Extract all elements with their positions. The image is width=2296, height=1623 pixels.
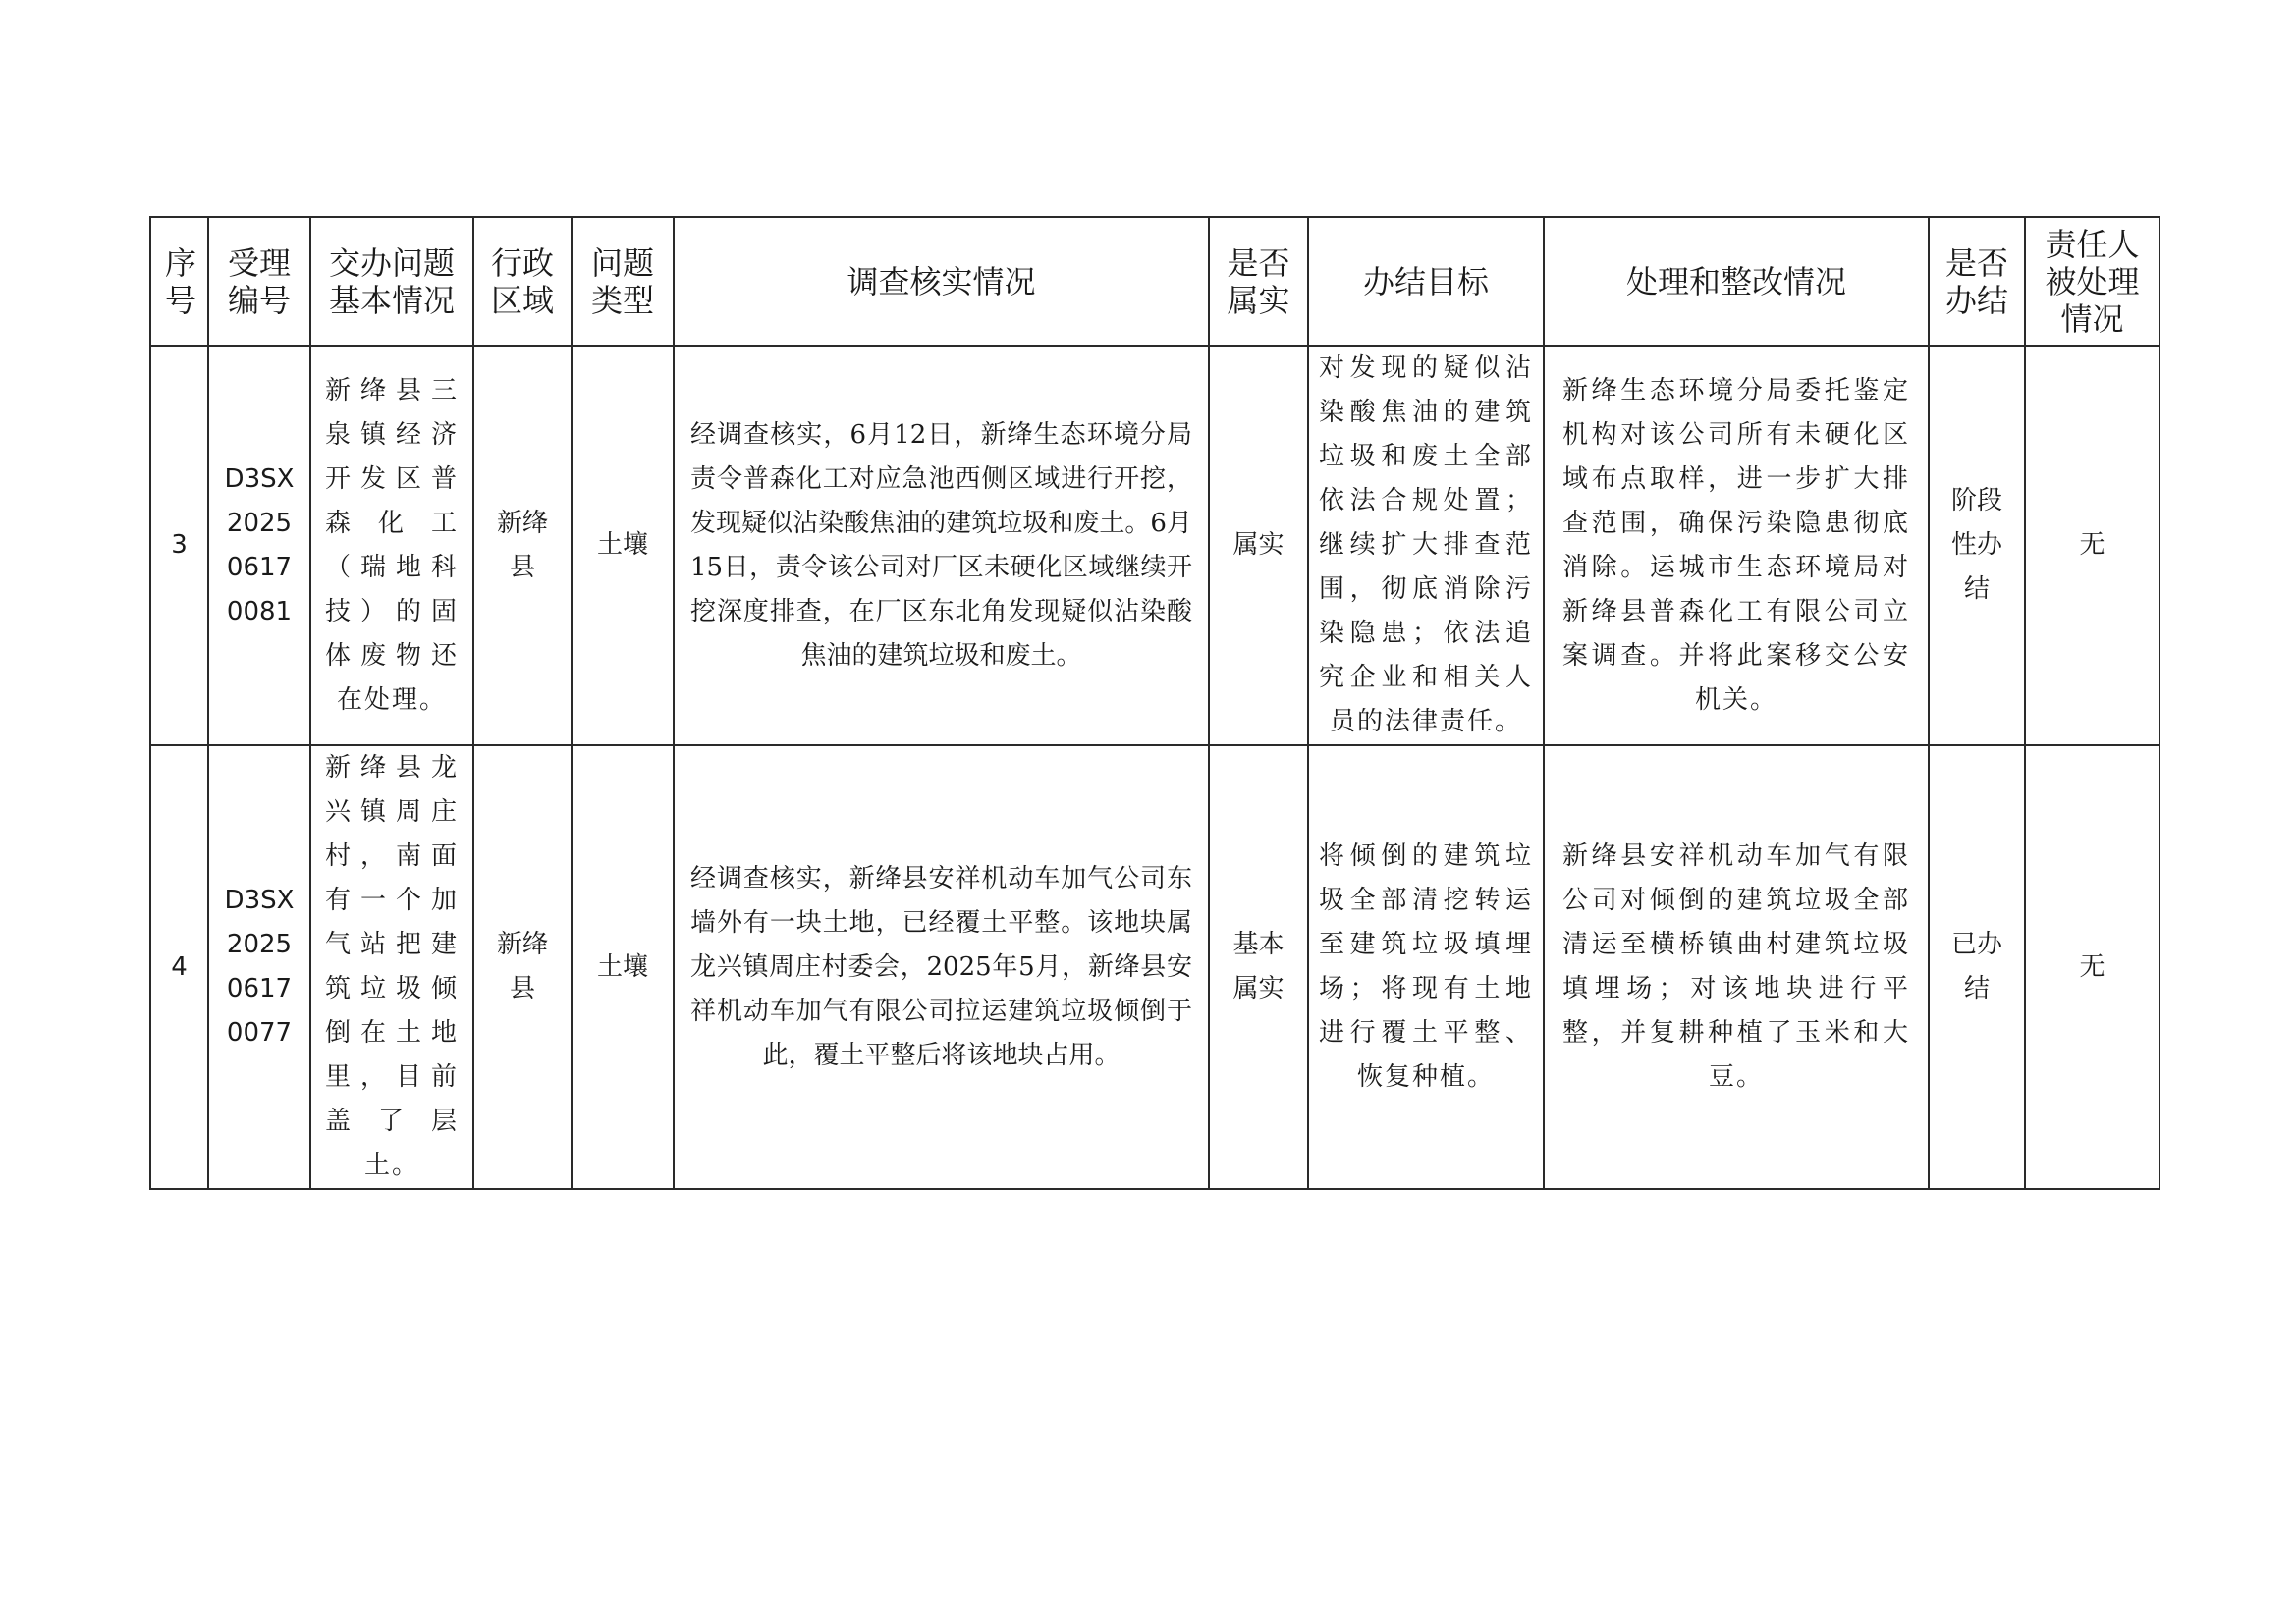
cell-issue [310,346,473,745]
cell-issue [310,745,473,1189]
header-region: 行政区域 [473,217,572,346]
code-line: D3SX [224,886,295,915]
table-row [150,346,2159,745]
cell-type: 土壤 [572,745,674,1189]
cell-accountability: 无 [2025,745,2159,1189]
code-line: 0077 [226,1018,293,1048]
cell-closed: 阶段性办结 [1929,346,2025,745]
handling-text: 新绛生态环境分局委托鉴定机构对该公司所有未硬化区域布点取样，进一步扩大排查范围，确保污染隐患彻底消除。运城市生态环境局对新绛县普森化工有限公司立案调查。并将此案移交公安机关。 [1562,375,1910,715]
cell-goal [1308,346,1544,745]
cell-code [208,745,310,1189]
table-header-row [150,217,2159,346]
header-issue: 交办问题基本情况 [310,217,473,346]
cell-goal [1308,745,1544,1189]
complaint-table [149,216,2160,1190]
header-investigation: 调查核实情况 [674,217,1209,346]
issue-text: 新绛县三泉镇经济开发区普森化工（瑞地科技）的固体废物还在处理。 [325,375,459,715]
cell-verified: 属实 [1209,346,1308,745]
cell-verified: 基本属实 [1209,745,1308,1189]
investigation-text: 经调查核实，新绛县安祥机动车加气公司东墙外有一块土地，已经覆土平整。该地块属龙兴镇周庄村委会，2025年5月，新绛县安祥机动车加气有限公司拉运建筑垃圾倾倒于此，覆土平整后将该地块占用。 [690,863,1192,1070]
cell-seq: 3 [150,346,208,745]
cell-accountability: 无 [2025,346,2159,745]
handling-text: 新绛县安祥机动车加气有限公司对倾倒的建筑垃圾全部清运至横桥镇曲村建筑垃圾填埋场；对该地块进行平整，并复耕种植了玉米和大豆。 [1562,841,1910,1092]
header-accountability: 责任人被处理情况 [2025,217,2159,346]
investigation-text: 经调查核实，6月12日，新绛生态环境分局责令普森化工对应急池西侧区域进行开挖，发现疑似沾染酸焦油的建筑垃圾和废土。6月15日，责令该公司对厂区未硬化区域继续开挖深度排查，在厂区东北角发现疑似沾染酸焦油的建筑垃圾和废土。 [690,419,1192,671]
cell-closed: 已办结 [1929,745,2025,1189]
header-goal: 办结目标 [1308,217,1544,346]
code-line: 0617 [226,974,293,1003]
cell-type: 土壤 [572,346,674,745]
goal-text: 对发现的疑似沾染酸焦油的建筑垃圾和废土全部依法合规处置；继续扩大排查范围，彻底消除污染隐患；依法追究企业和相关人员的法律责任。 [1319,353,1533,736]
code-line: 0617 [226,552,293,582]
code-line: 2025 [226,930,293,959]
header-handling: 处理和整改情况 [1544,217,1929,346]
cell-code [208,346,310,745]
header-type: 问题类型 [572,217,674,346]
code-line: 2025 [226,508,293,538]
cell-handling [1544,745,1929,1189]
code-line: D3SX [224,463,295,494]
header-closed: 是否办结 [1929,217,2025,346]
cell-region: 新绛县 [473,745,572,1189]
header-code: 受理编号 [208,217,310,346]
table-row [150,745,2159,1189]
issue-text: 新绛县龙兴镇周庄村，南面有一个加气站把建筑垃圾倾倒在土地里，目前盖了层土。 [325,753,459,1180]
cell-investigation [674,346,1209,745]
cell-investigation [674,745,1209,1189]
cell-region: 新绛县 [473,346,572,745]
code-line: 0081 [226,596,293,626]
cell-seq: 4 [150,745,208,1189]
header-verified: 是否属实 [1209,217,1308,346]
header-seq: 序号 [150,217,208,346]
goal-text: 将倾倒的建筑垃圾全部清挖转运至建筑垃圾填埋场；将现有土地进行覆土平整、恢复种植。 [1319,841,1533,1092]
cell-handling [1544,346,1929,745]
